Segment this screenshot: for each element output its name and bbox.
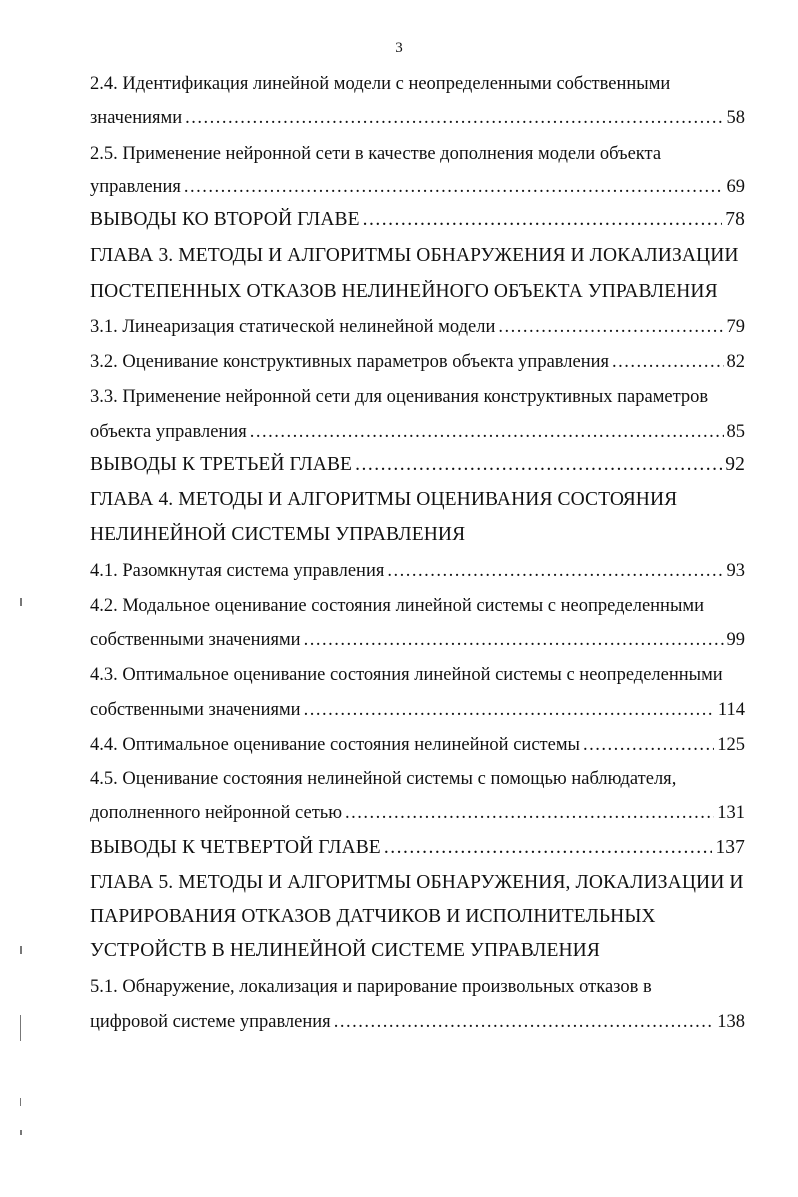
toc-entry-text: собственными значениями [90, 630, 301, 650]
toc-page-number: 93 [726, 561, 745, 581]
toc-chapter-3-heading-line-1[interactable]: ГЛАВА 3. МЕТОДЫ И АЛГОРИТМЫ ОБНАРУЖЕНИЯ И ЛОКАЛИЗАЦИИ [90, 245, 739, 266]
leader-dots [384, 836, 713, 860]
toc-entry-4-2-title: 4.2. Модальное оценивание состояния линейной системы с неопределенными [90, 596, 704, 616]
toc-chapter-5-heading-line-3[interactable]: УСТРОЙСТВ В НЕЛИНЕЙНОЙ СИСТЕМЕ УПРАВЛЕНИЯ [90, 940, 600, 961]
scan-artifact-mark [20, 1130, 22, 1135]
toc-entry-2-5[interactable] [90, 175, 745, 199]
leader-dots [304, 628, 724, 652]
scan-artifact-mark [20, 598, 22, 606]
toc-entry-4-4[interactable] [90, 733, 745, 757]
toc-entry-text: собственными значениями [90, 700, 301, 720]
toc-entry-2-4-title: 2.4. Идентификация линейной модели с неопределенными собственными [90, 74, 671, 94]
scan-artifact-mark [20, 1098, 21, 1106]
leader-dots [250, 420, 724, 444]
leader-dots [345, 801, 714, 825]
scan-artifact-mark [20, 1015, 21, 1041]
toc-page-number: 69 [726, 177, 745, 197]
toc-entry-text: ВЫВОДЫ КО ВТОРОЙ ГЛАВЕ [90, 209, 360, 230]
toc-entry-text: значениями [90, 108, 183, 128]
toc-entry-3-1[interactable] [90, 315, 745, 339]
leader-dots [387, 559, 723, 583]
toc-page-number: 99 [726, 630, 745, 650]
leader-dots [498, 315, 723, 339]
toc-chapter-4-heading-line-2[interactable]: НЕЛИНЕЙНОЙ СИСТЕМЫ УПРАВЛЕНИЯ [90, 524, 466, 545]
toc-page-number: 58 [726, 108, 745, 128]
toc-entry-4-5[interactable] [90, 801, 745, 825]
page-number: 3 [395, 40, 403, 56]
leader-dots [363, 208, 723, 232]
toc-page-number: 125 [717, 735, 745, 755]
toc-entry-2-4[interactable] [90, 106, 745, 130]
leader-dots [612, 350, 723, 374]
toc-entry-text: объекта управления [90, 422, 247, 442]
toc-chapter-5-heading-line-2[interactable]: ПАРИРОВАНИЯ ОТКАЗОВ ДАТЧИКОВ И ИСПОЛНИТЕЛЬНЫХ [90, 906, 656, 927]
toc-entry-4-3-title: 4.3. Оптимальное оценивание состояния линейной системы с неопределенными [90, 665, 723, 685]
leader-dots [184, 175, 724, 199]
toc-page-number: 92 [725, 454, 745, 475]
toc-chapter-5-heading-line-1[interactable]: ГЛАВА 5. МЕТОДЫ И АЛГОРИТМЫ ОБНАРУЖЕНИЯ, ЛОКАЛИЗАЦИИ И [90, 872, 744, 893]
toc-page-number: 82 [726, 352, 745, 372]
toc-chapter-3-heading-line-2[interactable]: ПОСТЕПЕННЫХ ОТКАЗОВ НЕЛИНЕЙНОГО ОБЪЕКТА УПРАВЛЕНИЯ [90, 281, 718, 302]
leader-dots [185, 106, 723, 130]
toc-entry-4-5-title: 4.5. Оценивание состояния нелинейной системы с помощью наблюдателя, [90, 769, 677, 789]
toc-entry-3-3[interactable] [90, 420, 745, 444]
toc-entry-text: 3.2. Оценивание конструктивных параметров объекта управления [90, 352, 610, 372]
toc-page-number: 79 [726, 317, 745, 337]
toc-entry-text: 4.1. Разомкнутая система управления [90, 561, 385, 581]
scan-artifact-mark [20, 946, 22, 954]
toc-entry-text: 3.1. Линеаризация статической нелинейной модели [90, 317, 496, 337]
toc-entry-text: дополненного нейронной сетью [90, 803, 343, 823]
toc-entry-5-1[interactable] [90, 1010, 745, 1034]
toc-entry-text: ВЫВОДЫ К ЧЕТВЕРТОЙ ГЛАВЕ [90, 837, 381, 858]
toc-entry-text: цифровой системе управления [90, 1012, 331, 1032]
toc-entry-4-1[interactable] [90, 559, 745, 583]
toc-conclusions-chapter-2[interactable] [90, 208, 745, 232]
toc-page-number: 85 [726, 422, 745, 442]
toc-entry-text: ВЫВОДЫ К ТРЕТЬЕЙ ГЛАВЕ [90, 454, 353, 475]
toc-entry-4-3[interactable] [90, 698, 745, 722]
toc-page-number: 137 [715, 837, 745, 858]
leader-dots [355, 453, 722, 477]
leader-dots [583, 733, 714, 757]
toc-entry-5-1-title: 5.1. Обнаружение, локализация и парирование произвольных отказов в [90, 977, 652, 997]
toc-conclusions-chapter-4[interactable] [90, 836, 745, 860]
toc-page-number: 114 [717, 700, 745, 720]
toc-page-number: 131 [717, 803, 745, 823]
toc-entry-text: управления [90, 177, 181, 197]
toc-conclusions-chapter-3[interactable] [90, 453, 745, 477]
toc-entry-text: 4.4. Оптимальное оценивание состояния нелинейной системы [90, 735, 580, 755]
leader-dots [334, 1010, 715, 1034]
toc-entry-3-2[interactable] [90, 350, 745, 374]
toc-page-number: 138 [717, 1012, 745, 1032]
toc-entry-4-2[interactable] [90, 628, 745, 652]
toc-chapter-4-heading-line-1[interactable]: ГЛАВА 4. МЕТОДЫ И АЛГОРИТМЫ ОЦЕНИВАНИЯ СОСТОЯНИЯ [90, 489, 678, 510]
leader-dots [304, 698, 715, 722]
toc-entry-2-5-title: 2.5. Применение нейронной сети в качестве дополнения модели объекта [90, 144, 662, 164]
toc-page-number: 78 [725, 209, 745, 230]
toc-entry-3-3-title: 3.3. Применение нейронной сети для оценивания конструктивных параметров [90, 387, 709, 407]
